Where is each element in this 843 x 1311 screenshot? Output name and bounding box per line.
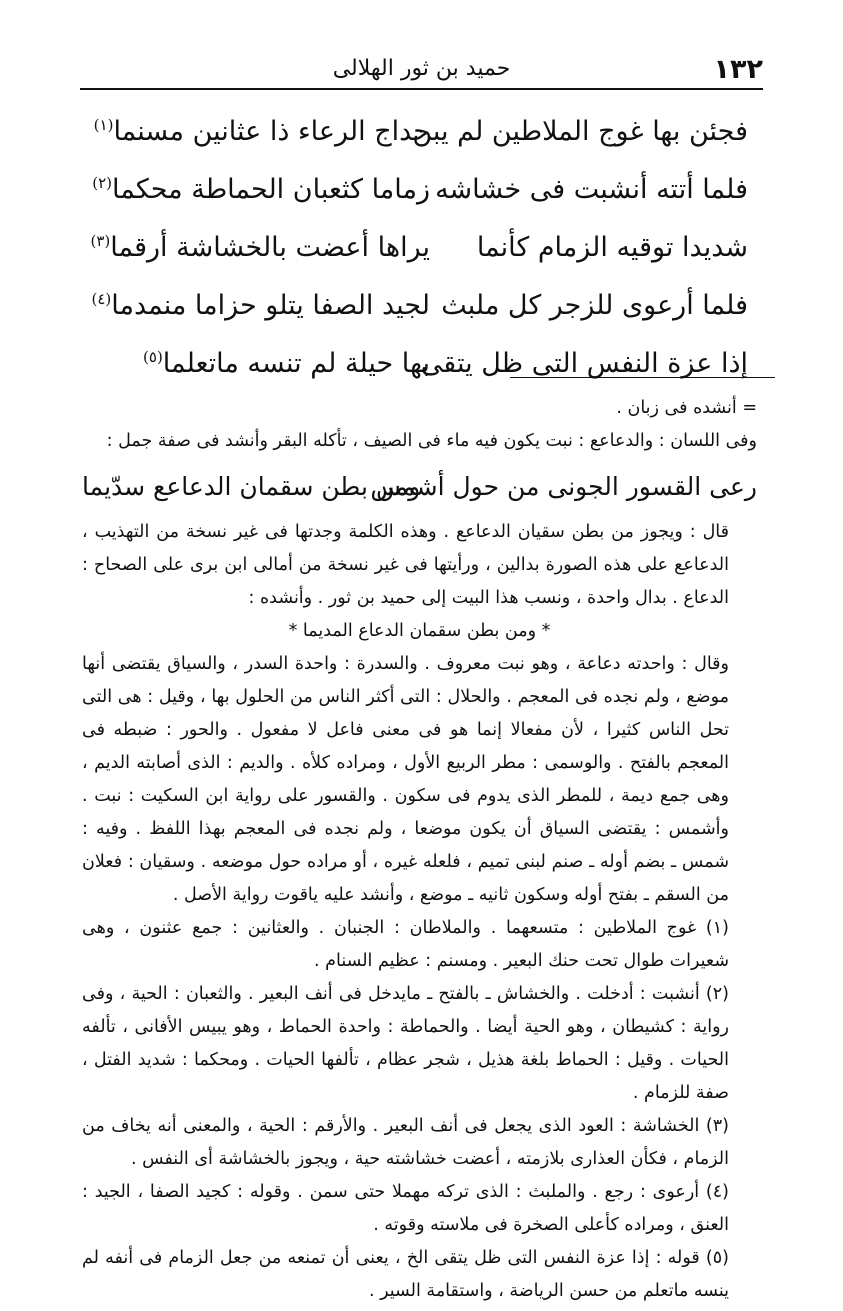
footnote-mark: (٢) xyxy=(92,174,112,192)
running-title: حميد بن ثور الهلالى xyxy=(332,56,511,81)
verse-line xyxy=(90,108,748,166)
footnotes xyxy=(82,392,757,1308)
footnote-mark: (٣) xyxy=(90,232,111,250)
verse-second-hemistich: لجيد الصفا يتلو حزاما منمدما$^{(٤)}$ xyxy=(91,290,430,321)
footnote-1: (١) غوج الملاطين : متسعهما . والملاطان : الجنبان . والعثانين : جمع عثنون ، وهى شعيرات طوال تحت حنك البعير . ومسنم : عظيم السنام . xyxy=(82,918,729,971)
footnote-3: (٣) الخشاشة : العود الذى يجعل فى أنف البعير . والأرقم : الحية ، والمعنى أنه يخاف من الزمام ، فكأن العذارى بلازمته ، أعضت خشاشته حية ، ويجوز بالخشاشة أى النفس . xyxy=(82,1116,729,1169)
quoted-hemistich: * ومن بطن سقمان الدعاع المديما * xyxy=(288,621,551,641)
verse-first-hemistich: فلما أتته أنشبت فى خشاشه xyxy=(435,174,748,205)
note-paragraph: وقال : واحدته دعاعة ، وهو نبت معروف . والسدرة : واحدة السدر ، والسياق يقتضى أنها موضع ، ولم نجده فى المعجم . والحلال : التى أكثر الناس من الحلول بها ، وقيل : هى التى تحل الناس كثيرا ، لأن مفعالا إنما هو فى معنى فاعل لا مفعول . والحور : ضبطه فى المعجم بالفتح . والوسمى : مطر الربيع الأول ، ومراده كلأه . والديم : الذى أصابته الديم ، وهى جمع ديمة ، للمطر الذى يدوم فى سكون . والقسور على رواية ابن السكيت : نبت . وأشمس : يقتضى السياق أن يكون موضعا ، ولم نجده فى المعجم بهذا اللفظ . وفيه : شمس ـ بضم أوله ـ صنم لبنى تميم ، فلعله غيره ، أو مراده حول موضعه . وسقيان : فعلان من السقم ـ بفتح أوله وسكون ثانيه ـ موضع ، وأنشد عليه ياقوت رواية الأصل . xyxy=(82,654,729,905)
footnote-5: (٥) قوله : إذا عزة النفس التى ظل يتقى الخ ، يعنى أن تمنعه من جعل الزمام فى أنفه لم ينسه ماتعلم من حسن الرياضة ، واستقامة السير . xyxy=(82,1248,729,1301)
verse-first-hemistich: إذا عزة النفس التى ظل يتقى xyxy=(420,348,748,379)
verse-first-hemistich: فجئن بها غوج الملاطين لم يبن xyxy=(412,116,748,147)
verse-second-hemistich: يراها أعضت بالخشاشة أرقما$^{(٣)}$ xyxy=(90,232,430,263)
note-line: وفى اللسان : والدعاعع : نبت يكون فيه ماء فى الصيف ، تأكله البقر وأنشد فى صفة جمل : xyxy=(106,431,757,451)
verse-line xyxy=(90,166,748,224)
footnote-divider xyxy=(510,377,775,378)
footnote-mark: (١) xyxy=(93,116,114,134)
footnote-mark: (٥) xyxy=(143,348,163,366)
verse-first-hemistich: شديدا توقيه الزمام كأنما xyxy=(476,232,748,263)
quoted-verse xyxy=(82,458,757,516)
header-divider xyxy=(80,88,763,90)
page-number: ١٣٢ xyxy=(713,54,763,85)
note-line: = أنشده فى زبان . xyxy=(616,398,757,418)
poem-verses xyxy=(90,108,748,398)
quoted-second-hemistich: ومن بطن سقمان الدعاعع سدّيما xyxy=(82,472,421,501)
verse-line xyxy=(90,224,748,282)
verse-second-hemistich: حداج الرعاء ذا عثانين مسنما$^{(١)}$ xyxy=(93,116,430,147)
verse-line xyxy=(90,282,748,340)
footnote-mark: (٤) xyxy=(91,290,112,308)
verse-second-hemistich: زماما كثعبان الحماطة محكما$^{(٢)}$ xyxy=(92,174,430,205)
footnote-2: (٢) أنشبت : أدخلت . والخشاش ـ بالفتح ـ مايدخل فى أنف البعير . والثعبان : الحية ، وفى رواية : كشيطان ، وهو الحية أيضا . والحماطة : واحدة الحماط ، وهو يبيس الأفانى ، تألفه الحيات . وقيل : الحماط بلغة هذيل ، شجر عظام ، تألفها الحيات . ومحكما : شديد الفتل ، صفة للزمام . xyxy=(82,984,729,1103)
verse-line xyxy=(90,340,748,398)
verse-first-hemistich: فلما أرعوى للزجر كل ملبث xyxy=(441,290,748,321)
verse-second-hemistich: بها حيلة لم تنسه ماتعلما$^{(٥)}$ xyxy=(143,348,430,379)
footnote-4: (٤) أرعوى : رجع . والملبث : الذى تركه مهملا حتى سمن . وقوله : كجيد الصفا ، الجيد : العنق ، ومراده كأعلى الصخرة فى ملاسته وقوته . xyxy=(82,1182,729,1235)
quoted-first-hemistich: رعى القسور الجونى من حول أشمس xyxy=(370,472,757,501)
page-header xyxy=(80,50,763,90)
note-paragraph: قال : ويجوز من بطن سقيان الدعاعع . وهذه الكلمة وجدتها فى غير نسخة من التهذيب ، الدعاعع على هذه الصورة بدالين ، ورأيتها فى غير نسخة من أمالى ابن برى على الصحاح : الدعاع . بدال واحدة ، ونسب هذا البيت إلى حميد بن ثور . وأنشده : xyxy=(82,522,729,608)
